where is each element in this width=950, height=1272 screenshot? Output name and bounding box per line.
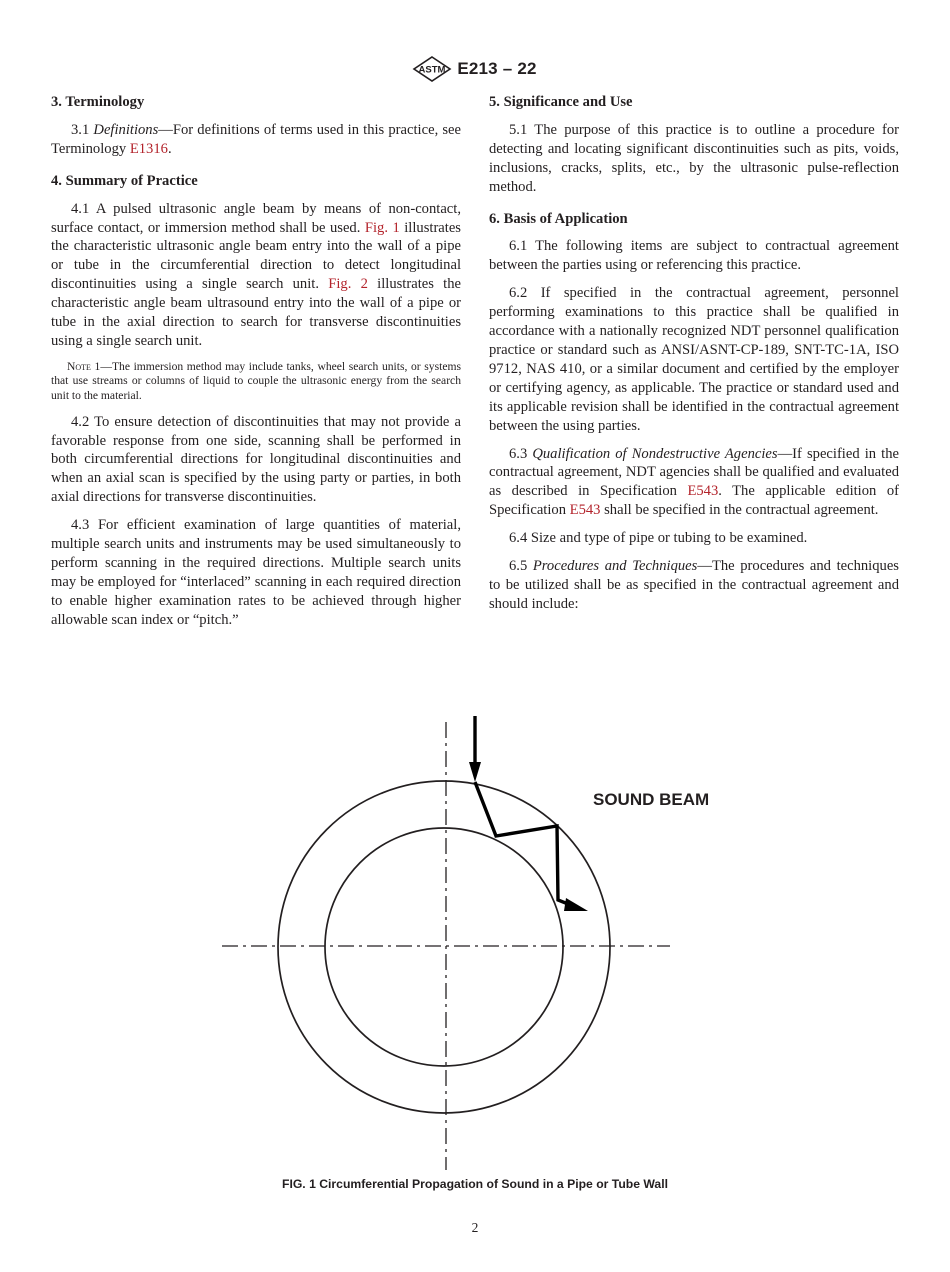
note-1: Note 1—The immersion method may include tanks, wheel search units, or systems that use streams or columns of liquid to couple the ultrasonic energy from the search unit to the material. <box>51 359 461 403</box>
paragraph-6-1: 6.1 The following items are subject to contractual agreement between the parties using or referencing this practice. <box>489 238 899 274</box>
reference-link-fig-1[interactable]: Fig. 1 <box>364 219 400 236</box>
paragraph-4-2: 4.2 To ensure detection of discontinuities that may not provide a favorable response from one side, scanning shall be performed in both circumferential directions for longitudinal discontinuities and when an axial scan is specified by the using party or parties, in both axial directions for transverse discontinuities. <box>51 413 461 506</box>
svg-text:ASTM: ASTM <box>418 64 446 76</box>
paragraph-6-4: 6.4 Size and type of pipe or tubing to be examined. <box>509 530 808 547</box>
sound-beam-arrowhead <box>564 898 588 911</box>
paragraph-5-1: 5.1 The purpose of this practice is to outline a procedure for detecting and locating significant discontinuities such as pits, voids, inclusions, cracks, splits, etc., by the ultrasonic pulse-reflection method. <box>489 121 899 195</box>
figure-1-caption: FIG. 1 Circumferential Propagation of Sound in a Pipe or Tube Wall <box>282 1177 668 1191</box>
sound-beam-label: SOUND BEAM <box>593 790 710 809</box>
section-5-heading: 5. Significance and Use <box>489 94 633 110</box>
paragraph-3-1: 3.1 Definitions—For definitions of terms used in this practice, see Terminology E1316. <box>51 121 461 157</box>
section-3-heading: 3. Terminology <box>51 94 145 110</box>
incident-beam-arrowhead <box>469 762 481 782</box>
right-column <box>489 93 899 623</box>
section-4-heading: 4. Summary of Practice <box>51 172 198 189</box>
reference-link-fig-2[interactable]: Fig. 2 <box>328 276 368 293</box>
reference-link-e543-second[interactable]: E543 <box>569 502 601 519</box>
paragraph-6-5: 6.5 Procedures and Techniques—The procedures and techniques to be utilized shall be as specified in the contractual agreement and should include: <box>489 558 899 612</box>
paragraph-6-2: 6.2 If specified in the contractual agreement, personnel performing examinations to this practice shall be qualified in accordance with a nationally recognized NDT personnel qualification practice or standard such as ANSI/ASNT-CP-189, SNT-TC-1A, ISO 9712, NAS 410, or a similar document and certified by the employer or certifying agency, as applicable. The practice or standard used and its applicable revision shall be identified in the contractual agreement between the using parties. <box>489 285 899 434</box>
pipe-outer-wall <box>278 781 610 1113</box>
standard-designation: E213 – 22 <box>457 59 537 78</box>
pipe-inner-wall <box>325 828 563 1066</box>
figure-1-pipe-diagram <box>218 712 710 1174</box>
page-header <box>0 56 950 82</box>
page-number: 2 <box>471 1220 479 1235</box>
reference-link-e543[interactable]: E543 <box>687 483 719 500</box>
paragraph-6-3: 6.3 Qualification of Nondestructive Agencies—If specified in the contractual agreement, NDT agencies shall be qualified and evaluated as described in Specification E543. The applicable edition of Specification E543 shall be specified in the contractual agreement. <box>489 445 899 519</box>
astm-logo-icon <box>413 56 451 82</box>
reference-link-e1316[interactable]: E1316 <box>129 140 168 157</box>
sound-beam-path <box>475 782 578 908</box>
left-column <box>51 93 461 639</box>
section-6-heading: 6. Basis of Application <box>489 210 628 227</box>
paragraph-4-1: 4.1 A pulsed ultrasonic angle beam by means of non-contact, surface contact, or immersion method shall be used. Fig. 1 illustrates the characteristic ultrasonic angle beam entry into the wall of a pipe or tube in the circumferential direction to detect longitudinal discontinuities using a single search unit. Fig. 2 illustrates the characteristic angle beam ultrasound entry into the wall of a pipe or tube in the axial direction to search for transverse discontinuities using a single search unit. <box>51 200 461 349</box>
paragraph-4-3: 4.3 For efficient examination of large quantities of material, multiple search units and instruments may be used simultaneously to perform scanning in the required directions. Multiple search units may be employed for “interlaced” scanning in each required direction to enable higher examination rates to be achieved through higher allowable scan index or “pitch.” <box>51 517 461 628</box>
